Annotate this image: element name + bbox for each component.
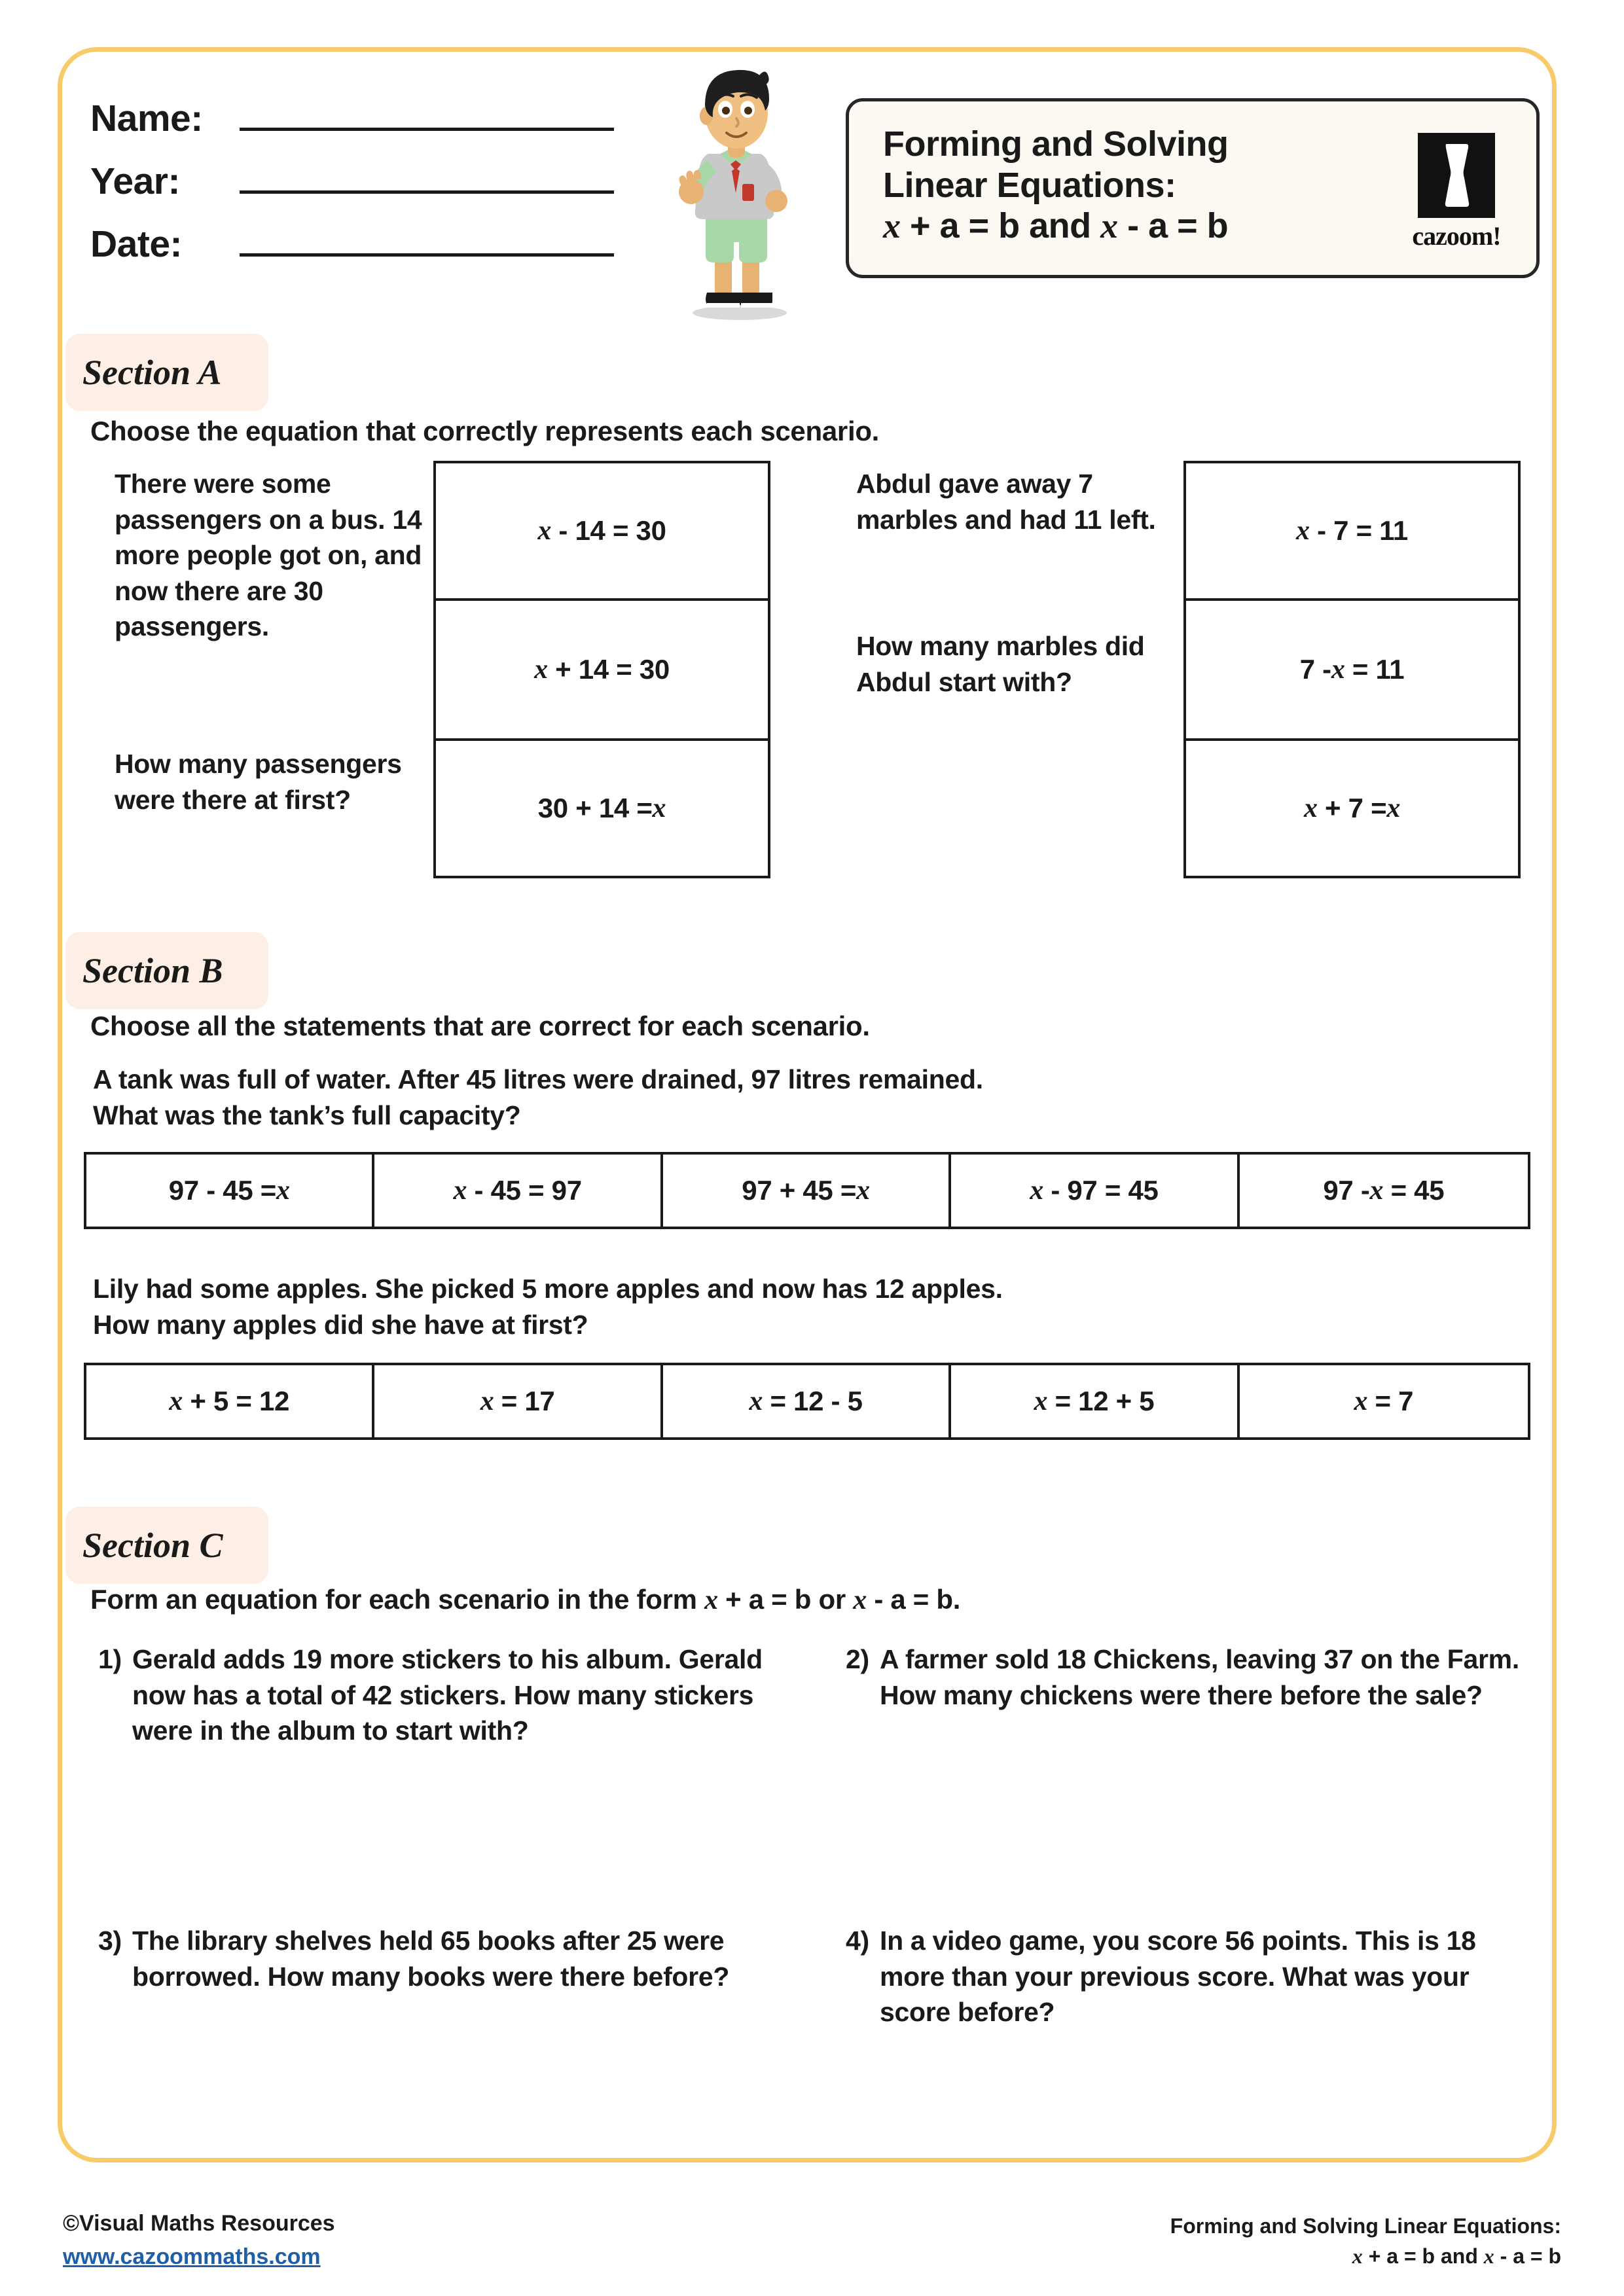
section-b-option-1-5[interactable]: 97 - x = 45 xyxy=(1323,1175,1445,1206)
section-a-options-table-2 xyxy=(1183,461,1521,878)
section-a-chip xyxy=(65,334,268,411)
section-b-option-1-4[interactable]: x - 97 = 45 xyxy=(951,1155,1239,1227)
section-c-label: Section C xyxy=(82,1526,223,1565)
cazoom-logo-wordmark: cazoom! xyxy=(1412,221,1501,251)
section-b-scenario-1-line1: A tank was full of water. After 45 litres were drained, 97 litres remained. xyxy=(93,1064,983,1094)
section-c-chip xyxy=(65,1507,268,1584)
section-c-question-3-number: 3) xyxy=(98,1926,122,1956)
section-b-option-2-1[interactable]: x + 5 = 12 xyxy=(86,1365,374,1437)
student-mascot-illustration xyxy=(643,62,820,324)
footer-copyright: ©Visual Maths Resources xyxy=(63,2211,335,2236)
section-c-instruction: Form an equation for each scenario in the form x + a = b or x - a = b. xyxy=(90,1584,961,1615)
section-b-option-2-4[interactable]: x = 12 + 5 xyxy=(951,1365,1239,1437)
worksheet-title-line2: Linear Equations: xyxy=(883,165,1176,205)
section-c-question-1-number: 1) xyxy=(98,1644,122,1674)
section-b-options-table-2 xyxy=(84,1363,1530,1440)
section-c-question-2-number: 2) xyxy=(846,1644,869,1674)
footer-left xyxy=(63,2207,335,2274)
section-b-option-1-3[interactable]: 97 + 45 = x xyxy=(663,1155,951,1227)
worksheet-title-line3: x + a = b and x - a = b xyxy=(883,206,1229,246)
section-a-option-2-1[interactable]: x - 7 = 11 xyxy=(1186,463,1518,601)
cazoom-logo xyxy=(1401,133,1511,257)
year-input-line[interactable] xyxy=(240,150,614,194)
footer-title-line1: Forming and Solving Linear Equations: xyxy=(1170,2214,1561,2238)
cazoom-logo-mark xyxy=(1418,133,1495,218)
section-a-instruction: Choose the equation that correctly represents each scenario. xyxy=(90,416,880,446)
section-c-question-1-text: Gerald adds 19 more stickers to his album. Gerald now has a total of 42 stickers. How many stickers were in the album to start with? xyxy=(132,1644,763,1746)
section-b-scenario-1 xyxy=(93,1062,1468,1133)
worksheet-title-line1: Forming and Solving xyxy=(883,124,1229,164)
worksheet-title-card xyxy=(846,98,1540,278)
section-b-chip xyxy=(65,932,268,1009)
section-b-option-1-2[interactable]: x - 45 = 97 xyxy=(374,1155,662,1227)
section-a-option-1-1[interactable]: x - 14 = 30 xyxy=(436,463,768,601)
year-field-row xyxy=(90,150,627,213)
worksheet-title xyxy=(883,124,1354,247)
section-b-scenario-1-line2: What was the tank’s full capacity? xyxy=(93,1100,521,1130)
name-input-line[interactable] xyxy=(240,87,614,131)
section-a-option-1-3[interactable]: 30 + 14 = x xyxy=(537,793,666,823)
section-b-instruction: Choose all the statements that are correct for each scenario. xyxy=(90,1011,870,1041)
section-c-question-1 xyxy=(98,1641,805,1749)
footer-right xyxy=(1170,2211,1561,2272)
date-input-line[interactable] xyxy=(240,213,614,257)
section-b-option-2-3[interactable]: x = 12 - 5 xyxy=(663,1365,951,1437)
section-a-option-2-2[interactable]: 7 - x = 11 xyxy=(1186,601,1518,741)
section-a-option-2-3[interactable]: x + 7 = x xyxy=(1303,793,1401,823)
section-b-options-table-1 xyxy=(84,1152,1530,1229)
section-c-question-4-number: 4) xyxy=(846,1926,869,1956)
section-b-scenario-2 xyxy=(93,1271,1468,1342)
section-b-label: Section B xyxy=(82,951,223,990)
student-info-block xyxy=(90,87,627,276)
section-c-question-4-text: In a video game, you score 56 points. This is 18 more than your previous score. What was your score before? xyxy=(880,1926,1476,2028)
section-a-options-table-1 xyxy=(433,461,770,878)
year-field-label: Year: xyxy=(90,160,180,202)
section-b-option-2-5[interactable]: x = 7 xyxy=(1354,1386,1414,1416)
section-b-scenario-2-line2: How many apples did she have at first? xyxy=(93,1309,588,1340)
section-b-option-2-2[interactable]: x = 17 xyxy=(374,1365,662,1437)
section-b-scenario-2-line1: Lily had some apples. She picked 5 more apples and now has 12 apples. xyxy=(93,1274,1003,1304)
section-a-scenario-2-part2: How many marbles did Abdul start with? xyxy=(856,631,1145,697)
section-a-option-1-2[interactable]: x + 14 = 30 xyxy=(436,601,768,741)
section-a-scenario-2-part1: Abdul gave away 7 marbles and had 11 left. xyxy=(856,469,1156,535)
section-a-scenario-1-part1: There were some passengers on a bus. 14 more people got on, and now there are 30 passengers. xyxy=(115,469,422,642)
footer-website-link[interactable]: www.cazoommaths.com xyxy=(63,2244,321,2269)
name-field-row xyxy=(90,87,627,150)
section-c-question-3-text: The library shelves held 65 books after 25 were borrowed. How many books were there before? xyxy=(132,1926,730,1992)
footer-title-line2: x + a = b and x - a = b xyxy=(1352,2244,1561,2269)
section-c-question-4 xyxy=(846,1923,1533,2030)
date-field-label: Date: xyxy=(90,223,183,265)
worksheet-header xyxy=(79,62,1538,291)
section-a-scenario-1-part2: How many passengers were there at first? xyxy=(115,749,402,815)
name-field-label: Name: xyxy=(90,98,203,139)
date-field-row xyxy=(90,213,627,276)
section-c-question-3 xyxy=(98,1923,805,1994)
section-c-question-2 xyxy=(846,1641,1533,1713)
section-a-label: Section A xyxy=(82,353,222,392)
section-c-question-2-text: A farmer sold 18 Chickens, leaving 37 on the Farm. How many chickens were there before the sale? xyxy=(880,1644,1519,1710)
section-b-option-1-1[interactable]: 97 - 45 = x xyxy=(86,1155,374,1227)
